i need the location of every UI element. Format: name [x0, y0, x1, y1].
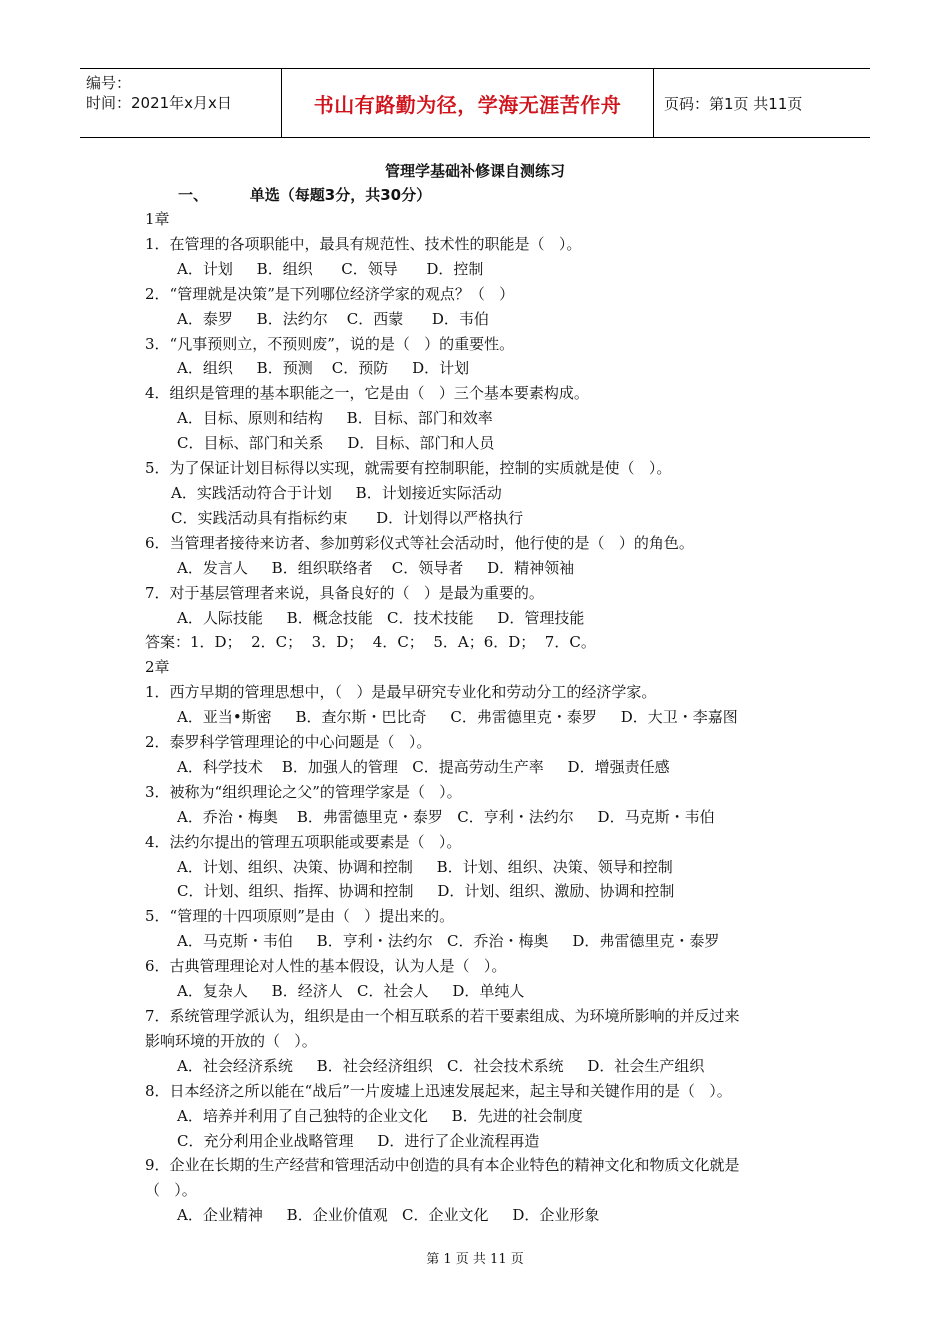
question-text: 8．日本经济之所以能在“战后”一片废墟上迅速发展起来，起主导和关键作用的是（ ）。 [145, 1081, 732, 1100]
option-line: A．培养并利用了自己独特的企业文化 B．先进的社会制度 [177, 1106, 583, 1125]
option-line: A．计划 B．组织 C．领导 D．控制 [177, 259, 484, 278]
question-text: （ ）。 [145, 1181, 197, 1200]
question-text: 3．被称为“组织理论之父”的管理学家是（ ）。 [145, 782, 462, 801]
question-text: 4．法约尔提出的管理五项职能或要素是（ ）。 [145, 832, 462, 851]
option-line: A．复杂人 B．经济人 C．社会人 D．单纯人 [177, 982, 525, 1001]
header-motto: 书山有路勤为径，学海无涯苦作舟 [282, 69, 654, 137]
date-label: 时间：2021年x月x日 [86, 94, 232, 112]
question-list [145, 207, 845, 1228]
option-line: A．发言人 B．组织联络者 C．领导者 D．精神领袖 [177, 558, 575, 577]
page-footer: 第 1 页 共 11 页 [426, 1252, 524, 1267]
option-line: A．计划、组织、决策、协调和控制 B．计划、组织、决策、领导和控制 [177, 857, 673, 876]
option-line: C．实践活动具有指标约束 D．计划得以严格执行 [171, 508, 524, 527]
option-line: C．充分利用企业战略管理 D．进行了企业流程再造 [177, 1131, 540, 1150]
page-header [80, 68, 870, 138]
question-text: 6．古典管理理论对人性的基本假设，认为人是（ ）。 [145, 957, 507, 976]
question-text: 1．在管理的各项职能中，最具有规范性、技术性的职能是（ ）。 [145, 234, 582, 253]
section-heading: 一、 单选（每题3分，共30分） [178, 186, 432, 204]
question-text: 1．西方早期的管理思想中，（ ）是最早研究专业化和劳动分工的经济学家。 [145, 683, 657, 702]
option-line: A．亚当•斯密 B．查尔斯・巴比奇 C．弗雷德里克・泰罗 D．大卫・李嘉图 [177, 708, 738, 727]
option-line: A．乔治・梅奥 B．弗雷德里克・泰罗 C．亨利・法约尔 D．马克斯・韦伯 [177, 807, 715, 826]
document-title: 管理学基础补修课自测练习 [384, 162, 565, 180]
question-text: 9．企业在长期的生产经营和管理活动中创造的具有本企业特色的精神文化和物质文化就是 [145, 1156, 740, 1175]
question-text: 5．为了保证计划目标得以实现，就需要有控制职能，控制的实质就是使（ ）。 [145, 459, 672, 478]
option-line: C．目标、部门和关系 D．目标、部门和人员 [177, 434, 495, 453]
option-line: C．计划、组织、指挥、协调和控制 D．计划、组织、激励、协调和控制 [177, 882, 675, 901]
question-text: 4．组织是管理的基本职能之一，它是由（ ）三个基本要素构成。 [145, 384, 589, 403]
question-text: 影响环境的开放的（ ）。 [145, 1031, 317, 1050]
number-label: 编号： [86, 74, 132, 92]
chapter-label: 2章 [145, 658, 170, 677]
header-page-info: 页码：第1页 共11页 [664, 94, 803, 113]
option-line: A．科学技术 B．加强人的管理 C．提高劳动生产率 D．增强责任感 [177, 757, 670, 776]
question-text: 5．“管理的十四项原则”是由（ ）提出来的。 [145, 907, 455, 926]
answer-line: 答案：1．D； 2．C； 3．D； 4．C； 5．A；6．D； 7．C。 [145, 633, 596, 652]
option-line: A．泰罗 B．法约尔 C．西蒙 D．韦伯 [177, 309, 489, 328]
option-line: A．目标、原则和结构 B．目标、部门和效率 [177, 409, 493, 428]
question-text: 7．系统管理学派认为，组织是由一个相互联系的若干要素组成、为环境所影响的并反过来 [145, 1007, 740, 1025]
question-text: 2．“管理就是决策”是下列哪位经济学家的观点？（ ） [145, 284, 515, 303]
option-line: A．实践活动符合于计划 B．计划接近实际活动 [171, 483, 502, 502]
option-line: A．马克斯・韦伯 B．亨利・法约尔 C．乔治・梅奥 D．弗雷德里克・泰罗 [177, 932, 720, 951]
option-line: A．社会经济系统 B．社会经济组织 C．社会技术系统 D．社会生产组织 [177, 1056, 705, 1075]
option-line: A．组织 B．预测 C．预防 D．计划 [177, 359, 470, 378]
question-text: 7．对于基层管理者来说，具备良好的（ ）是最为重要的。 [145, 583, 544, 602]
question-text: 2．泰罗科学管理理论的中心问题是（ ）。 [145, 733, 432, 752]
header-meta [80, 69, 282, 137]
option-line: A．企业精神 B．企业价值观 C．企业文化 D．企业形象 [177, 1206, 600, 1225]
question-text: 3．“凡事预则立，不预则废”，说的是（ ）的重要性。 [145, 334, 515, 353]
question-text: 6．当管理者接待来访者、参加剪彩仪式等社会活动时，他行使的是（ ）的角色。 [145, 533, 694, 552]
chapter-label: 1章 [145, 210, 170, 228]
option-line: A．人际技能 B．概念技能 C．技术技能 D．管理技能 [177, 608, 585, 627]
